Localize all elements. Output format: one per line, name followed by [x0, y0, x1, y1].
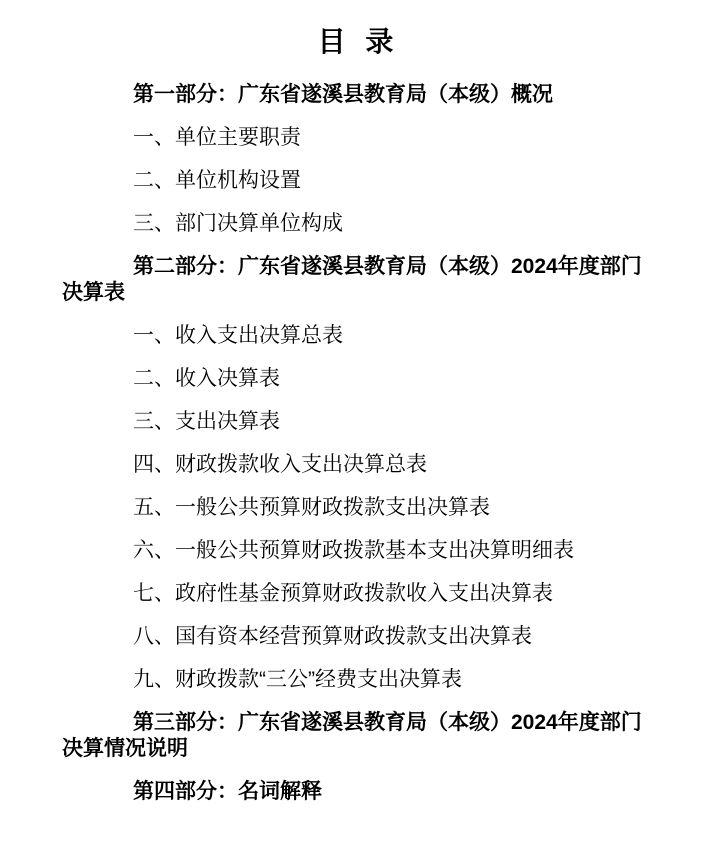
toc-section-heading: 第四部分：名词解释	[133, 780, 322, 803]
toc-item: 九、财政拨款“三公”经费支出决算表	[133, 668, 462, 691]
toc-item: 五、一般公共预算财政拨款支出决算表	[133, 496, 490, 519]
toc-item: 七、政府性基金预算财政拨款收入支出决算表	[133, 582, 553, 605]
toc-item: 二、单位机构设置	[133, 169, 301, 192]
toc-section-heading: 第二部分：广东省遂溪县教育局（本级）2024年度部门决算表	[62, 255, 642, 304]
toc-item: 六、一般公共预算财政拨款基本支出决算明细表	[133, 539, 574, 562]
toc-item: 四、财政拨款收入支出决算总表	[133, 453, 427, 476]
toc-item: 二、收入决算表	[133, 367, 280, 390]
table-of-contents	[62, 82, 650, 805]
toc-section-heading: 第一部分：广东省遂溪县教育局（本级）概况	[133, 83, 553, 106]
toc-item: 三、部门决算单位构成	[133, 212, 343, 235]
toc-item: 一、单位主要职责	[133, 126, 301, 149]
toc-item: 一、收入支出决算总表	[133, 324, 343, 347]
toc-item: 三、支出决算表	[133, 410, 280, 433]
toc-item: 八、国有资本经营预算财政拨款支出决算表	[133, 625, 532, 648]
toc-section-heading: 第三部分：广东省遂溪县教育局（本级）2024年度部门决算情况说明	[62, 711, 642, 760]
page-title: 目 录	[317, 26, 395, 57]
